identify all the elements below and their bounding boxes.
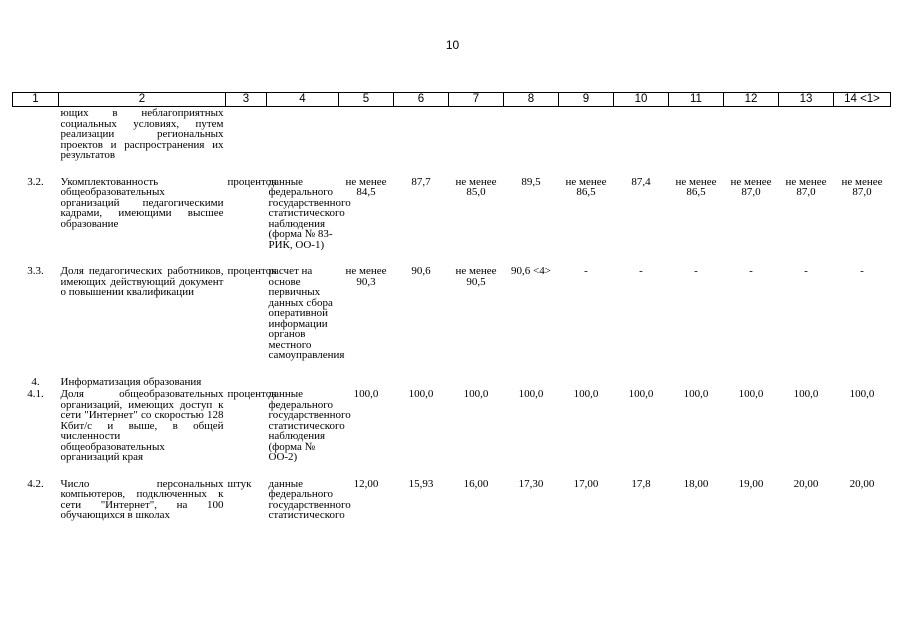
unit: процентов xyxy=(227,388,277,400)
data-source: данные федерального государственного статистического наблюдения (форма № 83-РИК, ОО-1) xyxy=(268,175,351,251)
header-cell: 13 xyxy=(779,93,834,107)
header-cell: 3 xyxy=(226,93,267,107)
value-cell: 100,0 xyxy=(683,388,709,400)
header-cell: 1 xyxy=(13,93,59,107)
row-code: 4. xyxy=(31,375,40,388)
value-cell xyxy=(504,107,559,162)
indicators-table xyxy=(12,92,891,522)
data-source: данные федерального государственного статистического xyxy=(268,477,351,521)
indicator-name: ющих в неблагоприятных социальных условиях, путем реализации региональных проектов и распространения их результатов xyxy=(60,107,224,161)
value-cell: 20,00 xyxy=(849,477,875,490)
value-cell: 12,00 xyxy=(353,477,379,490)
section-title: Информатизация образования xyxy=(60,375,202,388)
header-cell: 11 xyxy=(669,93,724,107)
unit: процентов xyxy=(227,175,277,188)
value-cell: 100,0 xyxy=(353,388,379,400)
value-cell xyxy=(669,107,724,162)
header-cell: 4 xyxy=(267,93,339,107)
value-cell: 100,0 xyxy=(849,388,875,400)
value-cell: 16,00 xyxy=(463,477,489,490)
value-cell xyxy=(449,107,504,162)
header-cell: 14 <1> xyxy=(834,93,891,107)
value-cell xyxy=(834,107,891,162)
value-cell: - xyxy=(749,265,753,277)
value-cell: - xyxy=(584,265,588,277)
header-cell: 8 xyxy=(504,93,559,107)
value-cell: не менее 87,0 xyxy=(841,175,883,198)
row-code xyxy=(13,107,59,162)
header-cell: 6 xyxy=(394,93,449,107)
table-row xyxy=(13,107,891,162)
value-cell: не менее 85,0 xyxy=(455,175,497,198)
column-number-header-row xyxy=(13,93,891,107)
value-cell: 90,6 <4> xyxy=(511,265,551,277)
value-cell: - xyxy=(860,265,864,277)
value-cell: 100,0 xyxy=(408,388,434,400)
section-row xyxy=(13,376,891,389)
indicator-name: Число персональных компьютеров, подключенных к сети "Интернет", на 100 обучающихся в школах xyxy=(60,477,224,521)
value-cell: 100,0 xyxy=(738,388,764,400)
value-cell xyxy=(394,107,449,162)
row-code: 4.2. xyxy=(27,477,44,490)
indicator-name: Укомплектованность общеобразовательных организаций педагогическими кадрами, имеющими высшее образование xyxy=(60,175,224,230)
header-cell: 2 xyxy=(59,93,226,107)
value-cell: 20,00 xyxy=(793,477,819,490)
value-cell: - xyxy=(639,265,643,277)
value-cell xyxy=(339,107,394,162)
value-cell: 87,4 xyxy=(631,175,651,188)
indicator-name: Доля общеобразовательных организаций, имеющих доступ к сети "Интернет" со скоростью 128 Кбит/с и выше, в общей численности общеобразовательных организаций края xyxy=(60,388,224,463)
data-source: расчет на основе первичных данных сбора оперативной информации органов местного самоуправления xyxy=(268,265,345,361)
value-cell: 17,30 xyxy=(518,477,544,490)
value-cell: не менее 87,0 xyxy=(785,175,827,198)
value-cell: не менее 86,5 xyxy=(675,175,717,198)
table-row xyxy=(13,388,891,464)
value-cell: 90,6 xyxy=(411,265,431,277)
value-cell xyxy=(724,107,779,162)
value-cell: 100,0 xyxy=(628,388,654,400)
data-source xyxy=(267,107,339,162)
value-cell: 87,7 xyxy=(411,175,431,188)
value-cell: 17,8 xyxy=(631,477,651,490)
page-number: 10 xyxy=(445,38,460,52)
table-row xyxy=(13,265,891,362)
header-cell: 5 xyxy=(339,93,394,107)
row-code: 3.3. xyxy=(27,265,44,277)
row-code: 4.1. xyxy=(27,388,44,400)
value-cell: 15,93 xyxy=(408,477,434,490)
row-code: 3.2. xyxy=(27,175,44,188)
value-cell: не менее 84,5 xyxy=(345,175,387,198)
value-cell: 19,00 xyxy=(738,477,764,490)
value-cell: 100,0 xyxy=(793,388,819,400)
value-cell: 100,0 xyxy=(463,388,489,400)
unit: процентов xyxy=(227,265,277,277)
header-cell: 9 xyxy=(559,93,614,107)
value-cell: 18,00 xyxy=(683,477,709,490)
value-cell: 17,00 xyxy=(573,477,599,490)
value-cell: 100,0 xyxy=(573,388,599,400)
unit xyxy=(226,107,267,162)
value-cell: не менее 90,3 xyxy=(345,265,387,288)
value-cell: 100,0 xyxy=(518,388,544,400)
table-row xyxy=(13,176,891,252)
header-cell: 7 xyxy=(449,93,504,107)
table-row xyxy=(13,478,891,522)
value-cell xyxy=(779,107,834,162)
value-cell: - xyxy=(804,265,808,277)
value-cell: не менее 87,0 xyxy=(730,175,772,198)
header-cell: 10 xyxy=(614,93,669,107)
data-source: данные федерального государственного статистического наблюдения (форма № ОО-2) xyxy=(268,388,351,463)
header-cell: 12 xyxy=(724,93,779,107)
value-cell: - xyxy=(694,265,698,277)
unit: штук xyxy=(227,477,252,490)
indicator-name: Доля педагогических работников, имеющих действующий документ о повышении квалификации xyxy=(60,265,224,298)
value-cell: 89,5 xyxy=(521,175,541,188)
value-cell xyxy=(559,107,614,162)
value-cell xyxy=(614,107,669,162)
value-cell: не менее 90,5 xyxy=(455,265,497,288)
value-cell: не менее 86,5 xyxy=(565,175,607,198)
